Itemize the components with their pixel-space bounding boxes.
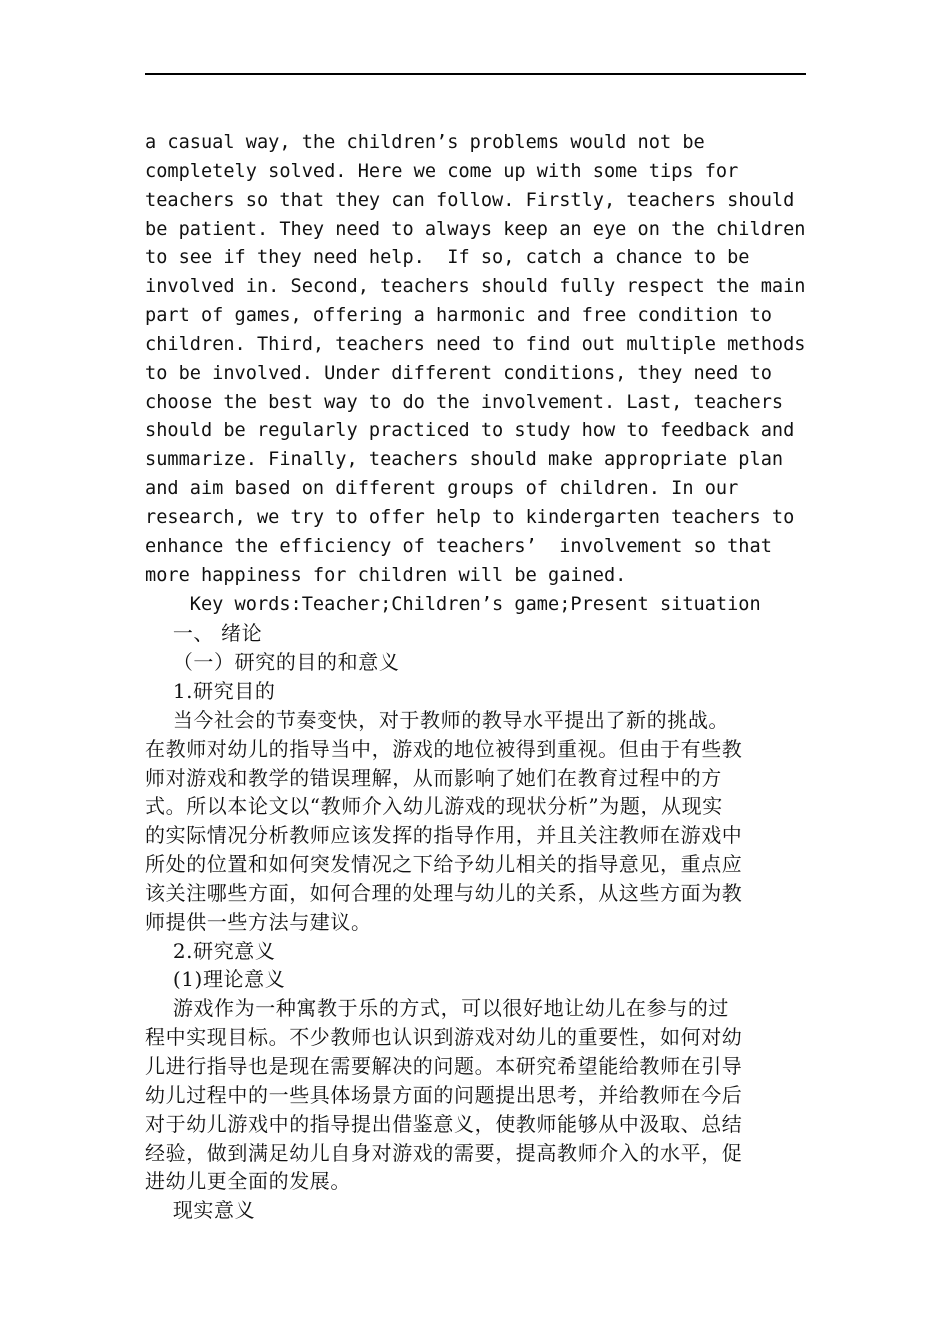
text-line: （一）研究的目的和意义 bbox=[145, 650, 400, 675]
text-line: 游戏作为一种寓教于乐的方式，可以很好地让幼儿在参与的过 bbox=[145, 996, 730, 1021]
text-lines bbox=[145, 129, 807, 1225]
text-line: 儿进行指导也是现在需要解决的问题。本研究希望能给教师在引导 bbox=[145, 1054, 743, 1078]
text-line: completely solved. Here we come up with some tips for bbox=[145, 160, 739, 182]
text-line: choose the best way to do the involvement. Last, teachers bbox=[145, 391, 784, 413]
text-line: teachers so that they can follow. Firstly, teachers should bbox=[145, 189, 795, 211]
text-line: and aim based on different groups of children. In our bbox=[145, 478, 739, 500]
text-line: 幼儿过程中的一些具体场景方面的问题提出思考，并给教师在今后 bbox=[145, 1082, 743, 1107]
text-line: children. Third, teachers need to find out multiple methods bbox=[145, 333, 806, 355]
text-line: 式。所以本论文以“教师介入幼儿游戏的现状分析”为题，从现实 bbox=[145, 794, 723, 819]
text-line: part of games, offering a harmonic and free condition to bbox=[145, 305, 772, 327]
text-line: 该关注哪些方面，如何合理的处理与幼儿的关系，从这些方面为教 bbox=[145, 880, 743, 905]
text-line: enhance the efficiency of teachers’ involvement so that bbox=[145, 535, 772, 557]
document-body bbox=[145, 129, 807, 1225]
text-line: 进幼儿更全面的发展。 bbox=[145, 1169, 351, 1194]
text-line: 经验，做到满足幼儿自身对游戏的需要，提高教师介入的水平，促 bbox=[145, 1140, 743, 1165]
text-line: a casual way, the children’s problems would not be bbox=[145, 132, 705, 153]
text-line: 所处的位置和如何突发情况之下给予幼儿相关的指导意见，重点应 bbox=[145, 852, 743, 877]
text-line: research, we try to offer help to kindergarten teachers to bbox=[145, 506, 795, 528]
text-line: summarize. Finally, teachers should make appropriate plan bbox=[145, 449, 784, 471]
text-line: 师对游戏和教学的错误理解，从而影响了她们在教育过程中的方 bbox=[145, 765, 722, 790]
text-line: (1)理论意义 bbox=[145, 967, 286, 992]
text-line: 2.研究意义 bbox=[145, 938, 276, 963]
text-line: 师提供一些方法与建议。 bbox=[145, 909, 372, 934]
text-line: to be involved. Under different conditions, they need to bbox=[145, 362, 772, 384]
text-line: involved in. Second, teachers should fully respect the main bbox=[145, 276, 806, 298]
text-line: be patient. They need to always keep an eye on the children bbox=[145, 218, 806, 240]
text-line: 在教师对幼儿的指导当中，游戏的地位被得到重视。但由于有些教 bbox=[145, 736, 743, 761]
text-line: 的实际情况分析教师应该发挥的指导作用，并且关注教师在游戏中 bbox=[145, 823, 743, 848]
text-line: 现实意义 bbox=[145, 1198, 256, 1223]
text-line: 一、 绪论 bbox=[145, 621, 263, 646]
text-line: more happiness for children will be gained. bbox=[145, 564, 627, 586]
text-line: 1.研究目的 bbox=[145, 679, 276, 704]
text-line: Key words:Teacher;Children’s game;Present situation bbox=[145, 593, 761, 615]
header-rule bbox=[145, 73, 806, 75]
text-line: 当今社会的节奏变快，对于教师的教导水平提出了新的挑战。 bbox=[145, 707, 730, 732]
text-line: should be regularly practiced to study how to feedback and bbox=[145, 420, 795, 442]
text-line: 程中实现目标。不少教师也认识到游戏对幼儿的重要性，如何对幼 bbox=[145, 1025, 743, 1050]
text-line: 对于幼儿游戏中的指导提出借鉴意义，使教师能够从中汲取、总结 bbox=[145, 1111, 743, 1136]
text-line: to see if they need help. If so, catch a chance to be bbox=[145, 247, 750, 269]
